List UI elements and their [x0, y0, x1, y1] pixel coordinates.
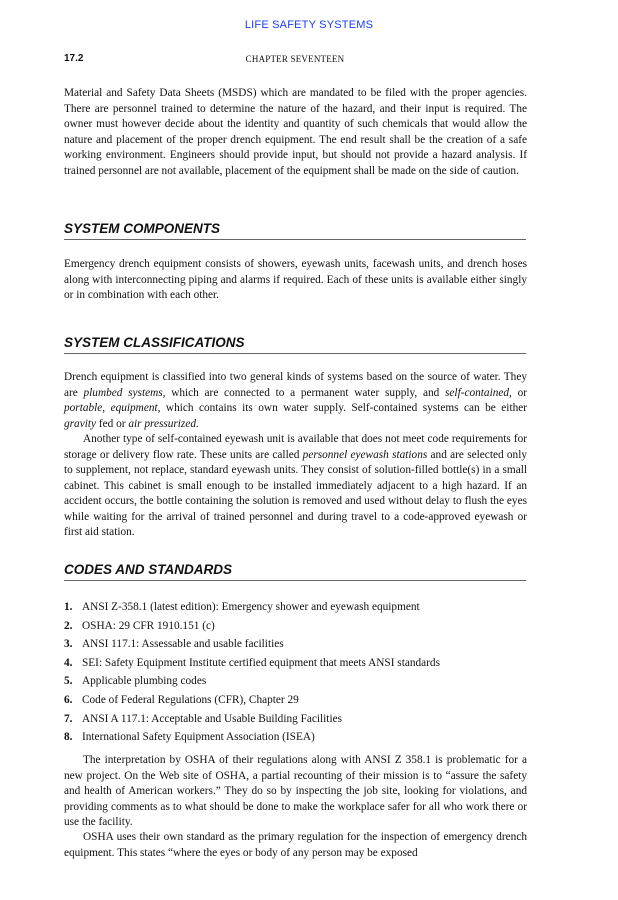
page-number: 17.2: [64, 53, 84, 64]
intro-paragraph: Material and Safety Data Sheets (MSDS) which are mandated to be filed with the proper agencies. There are personnel trained to determine the nature of the hazard, and their input is required. The owner must however decide about the identity and quantity of such chemicals that would allow the nature and placement of the proper drench equipment. The end result shall be the creation of a safe working environment. Engineers should provide input, but should not provide a hazard analysis. If trained personnel are not available, placement of the equipment shall be made on the side of caution.: [64, 87, 527, 177]
list-item-number: 6.: [64, 693, 73, 706]
list-item-number: 8.: [64, 731, 73, 744]
components-paragraph: Emergency drench equipment consists of showers, eyewash units, facewash units, and drench hoses along with interconnecting piping and alarms if required. Each of these units is available either singly or in combination with each other.: [64, 258, 527, 301]
chapter-title: CHAPTER SEVENTEEN: [245, 54, 345, 64]
list-item-text: Applicable plumbing codes: [82, 675, 207, 688]
list-item-number: 7.: [64, 712, 73, 725]
list-item: [64, 691, 526, 710]
list-item-text: ANSI A 117.1: Acceptable and Usable Building Facilities: [82, 712, 342, 725]
list-item: [64, 635, 526, 654]
folio-row: [64, 53, 526, 67]
section-heading-codes: CODES AND STANDARDS: [64, 562, 526, 581]
running-head: LIFE SAFETY SYSTEMS: [244, 19, 374, 31]
list-item-text: International Safety Equipment Association (ISEA): [82, 731, 315, 744]
list-item-text: SEI: Safety Equipment Institute certified equipment that meets ANSI standards: [82, 656, 440, 669]
list-item: [64, 617, 526, 636]
list-item: [64, 598, 526, 617]
list-item-text: ANSI Z-358.1 (latest edition): Emergency shower and eyewash equipment: [82, 601, 420, 613]
list-item-number: 5.: [64, 675, 73, 688]
standards-list: [64, 598, 526, 747]
codes-paragraph-2: OSHA uses their own standard as the primary regulation for the inspection of emergency drench equipment. This states “where the eyes or body of any person may be exposed: [64, 831, 527, 859]
section-heading-components: SYSTEM COMPONENTS: [64, 221, 526, 240]
classifications-paragraph-2: Another type of self-contained eyewash unit is available that does not meet code requirements for storage or delivery flow rate. These units are called personnel eyewash stations and are selected only to supplement, not replace, standard eyewash units. They consist of solution-filled bottle(s) in a small cabinet. This cabinet is small enough to be installed immediately adjacent to a high hazard. If an accident occurs, the bottle containing the solution is removed and used without delay to flush the eyes while waiting for the arrival of trained personnel and during travel to a code-approved eyewash or first aid station.: [64, 433, 527, 538]
list-item: [64, 710, 526, 729]
list-item: [64, 672, 526, 691]
list-item-number: 4.: [64, 656, 73, 669]
list-item: [64, 654, 526, 673]
list-item-text: Code of Federal Regulations (CFR), Chapter 29: [82, 693, 299, 706]
list-item-text: ANSI 117.1: Assessable and usable facilities: [82, 638, 284, 651]
list-item-number: 1.: [64, 601, 73, 613]
list-item-number: 3.: [64, 638, 73, 651]
list-item-number: 2.: [64, 619, 73, 632]
list-item: [64, 728, 526, 747]
classifications-paragraph-1: Drench equipment is classified into two general kinds of systems based on the source of water. They are plumbed systems, which are connected to a permanent water supply, and self-contained, or portable, equipment, which contains its own water supply. Self-contained systems can be either gravity fed or air pressurized.: [64, 371, 528, 430]
section-heading-classifications: SYSTEM CLASSIFICATIONS: [64, 335, 526, 354]
codes-paragraph-1: The interpretation by OSHA of their regulations along with ANSI Z 358.1 is problematic for a new project. On the Web site of OSHA, a partial recounting of their mission is to “assure the safety and health of American workers.” They do so by inspecting the job site, looking for violations, and providing comments as to what should be done to make the workplace safer for all who work there or use the facility.: [64, 754, 527, 828]
list-item-text: OSHA: 29 CFR 1910.151 (c): [82, 619, 215, 632]
